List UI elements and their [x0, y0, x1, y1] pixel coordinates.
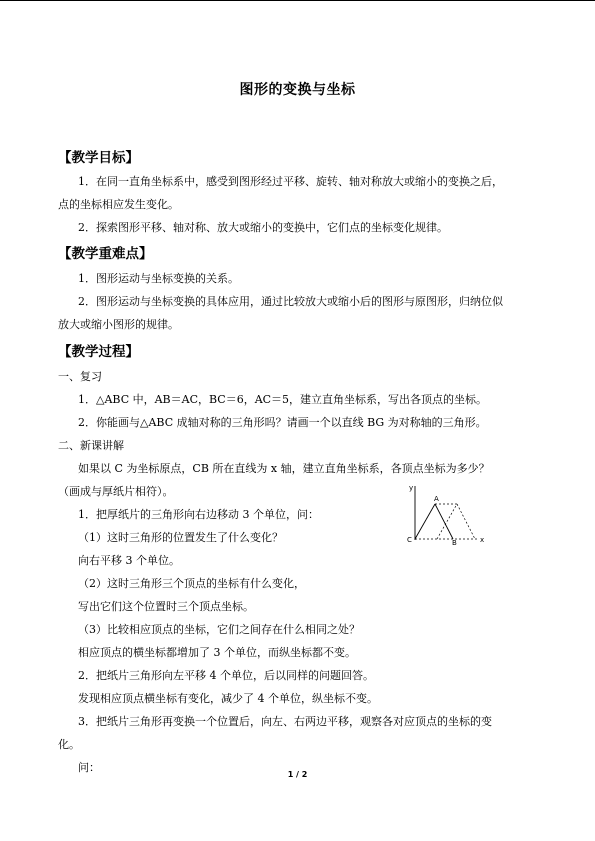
paragraph-line: 放大或缩小图形的规律。 — [58, 318, 179, 331]
label-x: x — [480, 536, 485, 544]
section-heading-goals: 【教学目标】 — [58, 150, 139, 166]
label-a: A — [434, 495, 439, 503]
page-number: 1 / 2 — [287, 770, 308, 779]
label-c: C — [407, 536, 412, 544]
paragraph-line: 写出它们这个位置时三个顶点坐标。 — [78, 600, 254, 613]
paragraph-line: 1．在同一直角坐标系中，感受到图形经过平移、旋转、轴对称放大或缩小的变换之后， — [78, 175, 503, 188]
paragraph-line: （3）比较相应顶点的坐标，它们之间存在什么相同之处？ — [78, 623, 360, 636]
paragraph-line: 向右平移 3 个单位。 — [78, 554, 180, 567]
translated-triangle-side — [437, 504, 457, 539]
paragraph-line: 2．图形运动与坐标变换的具体应用，通过比较放大或缩小后的图形与原图形，归纳位似 — [78, 295, 503, 308]
paragraph-line: 2．把纸片三角形向左平移 4 个单位，后以同样的问题回答。 — [78, 669, 374, 682]
triangle-side — [415, 504, 435, 539]
page-top-rule — [0, 0, 595, 1]
label-b: B — [452, 539, 457, 546]
paragraph-line: 如果以 C 为坐标原点，CB 所在直线为 x 轴，建立直角坐标系，各顶点坐标为多少？ — [78, 462, 490, 475]
paragraph-line: 问： — [78, 761, 100, 774]
paragraph-line: 1．图形运动与坐标变换的关系。 — [78, 272, 239, 285]
section-heading-key-points: 【教学重难点】 — [58, 246, 153, 262]
paragraph-line: 化。 — [58, 738, 80, 751]
subsection-heading: 一、复习 — [58, 370, 102, 383]
paragraph-line: 发现相应顶点横坐标有变化，减少了 4 个单位，纵坐标不变。 — [78, 692, 378, 705]
paragraph-line: 1．△ABC 中，AB＝AC，BC＝6，AC＝5，建立直角坐标系，写出各顶点的坐标。 — [78, 393, 488, 406]
paragraph-line: 1．把厚纸片的三角形向右边移动 3 个单位，问： — [78, 508, 319, 521]
paragraph-line: （1）这时三角形的位置发生了什么变化？ — [78, 531, 283, 544]
paragraph-line: 2．你能画与△ABC 成轴对称的三角形吗？请画一个以直线 BG 为对称轴的三角形。 — [78, 416, 487, 429]
paragraph-line: 3．把纸片三角形再变换一个位置后，向左、右两边平移，观察各对应顶点的坐标的变 — [78, 715, 492, 728]
translated-triangle-side — [457, 504, 475, 539]
subsection-heading: 二、新课讲解 — [58, 439, 124, 452]
section-heading-process: 【教学过程】 — [58, 344, 139, 360]
paragraph-line: （2）这时三角形三个顶点的坐标有什么变化， — [78, 577, 305, 590]
paragraph-line: 2．探索图形平移、轴对称、放大或缩小的变换中，它们点的坐标变化规律。 — [78, 221, 448, 234]
page-title: 图形的变换与坐标 — [239, 82, 356, 98]
triangle-side — [435, 504, 453, 539]
label-y: y — [409, 484, 414, 492]
paragraph-line: （画成与厚纸片相符）。 — [58, 485, 174, 498]
paragraph-line: 相应顶点的横坐标都增加了 3 个单位，而纵坐标都不变。 — [78, 646, 356, 659]
triangle-translation-figure — [405, 480, 487, 546]
paragraph-line: 点的坐标相应发生变化。 — [58, 198, 179, 211]
